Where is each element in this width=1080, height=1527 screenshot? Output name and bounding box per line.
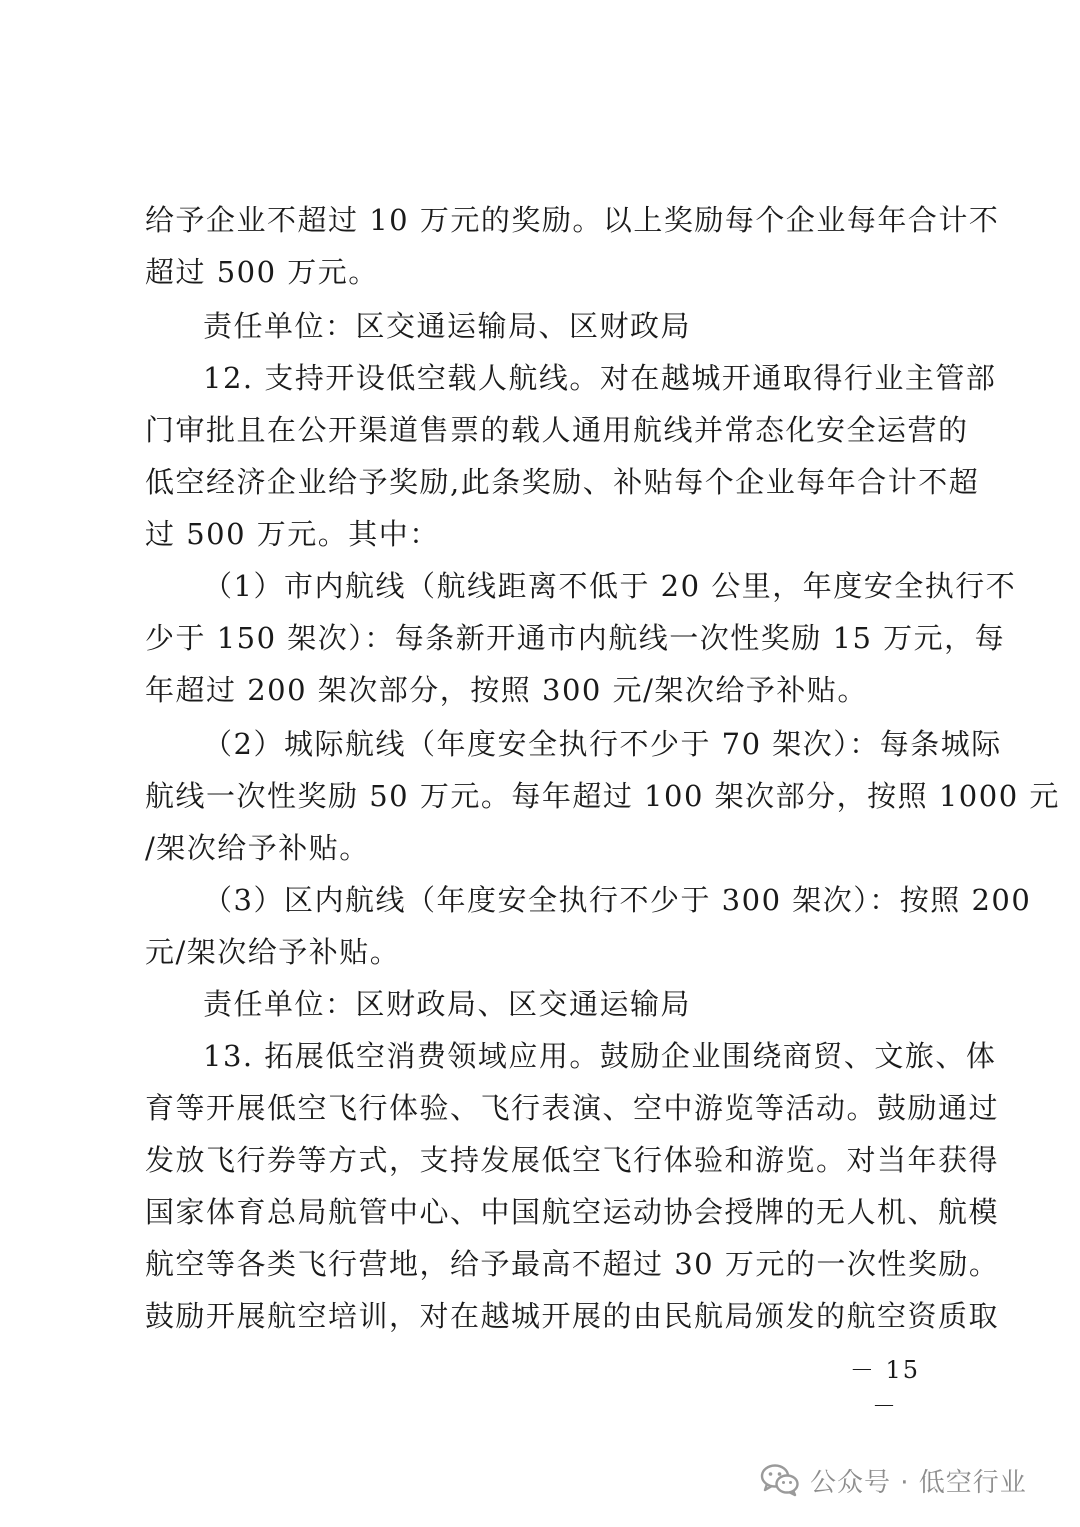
text-line: 国家体育总局航管中心、中国航空运动协会授牌的无人机、航模 xyxy=(145,1195,1000,1229)
responsible-unit-line: 责任单位：区交通运输局、区财政局 xyxy=(203,309,692,343)
item-1-line: （1）市内航线（航线距离不低于 20 公里，年度安全执行不 xyxy=(203,569,1017,603)
watermark-text: 公众号 · 低空行业 xyxy=(810,1467,1027,1498)
text-line: 超过 500 万元。 xyxy=(145,255,379,289)
item-3-line: （3）区内航线（年度安全执行不少于 300 架次）：按照 200 xyxy=(203,883,1032,917)
text-line: /架次给予补贴。 xyxy=(145,831,370,865)
wechat-watermark xyxy=(760,1460,1027,1500)
text-line: 给予企业不超过 10 万元的奖励。以上奖励每个企业每年合计不 xyxy=(145,203,1000,237)
text-line: 门审批且在公开渠道售票的载人通用航线并常态化安全运营的 xyxy=(145,413,969,447)
text-line: 低空经济企业给予奖励,此条奖励、补贴每个企业每年合计不超 xyxy=(145,465,980,499)
text-line: 航空等各类飞行营地，给予最高不超过 30 万元的一次性奖励。 xyxy=(145,1247,1000,1281)
text-line: 元/架次给予补贴。 xyxy=(145,935,401,969)
text-line: 鼓励开展航空培训，对在越城开展的由民航局颁发的航空资质取 xyxy=(145,1299,1000,1333)
section-heading-13: 13. 拓展低空消费领域应用。鼓励企业围绕商贸、文旅、体 xyxy=(203,1039,997,1073)
item-2-line: （2）城际航线（年度安全执行不少于 70 架次）：每条城际 xyxy=(203,727,1002,761)
text-line: 年超过 200 架次部分，按照 300 元/架次给予补贴。 xyxy=(145,673,868,707)
text-line: 航线一次性奖励 50 万元。每年超过 100 架次部分，按照 1000 元 xyxy=(145,779,1060,813)
text-line: 过 500 万元。其中： xyxy=(145,517,440,551)
responsible-unit-line: 责任单位：区财政局、区交通运输局 xyxy=(203,987,692,1021)
text-line: 少于 150 架次）：每条新开通市内航线一次性奖励 15 万元，每 xyxy=(145,621,1006,655)
page-number: － 15 － xyxy=(849,1356,921,1420)
wechat-icon xyxy=(760,1463,800,1497)
text-line: 发放飞行券等方式，支持发展低空飞行体验和游览。对当年获得 xyxy=(145,1143,1000,1177)
section-heading-12: 12. 支持开设低空载人航线。对在越城开通取得行业主管部 xyxy=(203,361,997,395)
text-line: 育等开展低空飞行体验、飞行表演、空中游览等活动。鼓励通过 xyxy=(145,1091,1000,1125)
